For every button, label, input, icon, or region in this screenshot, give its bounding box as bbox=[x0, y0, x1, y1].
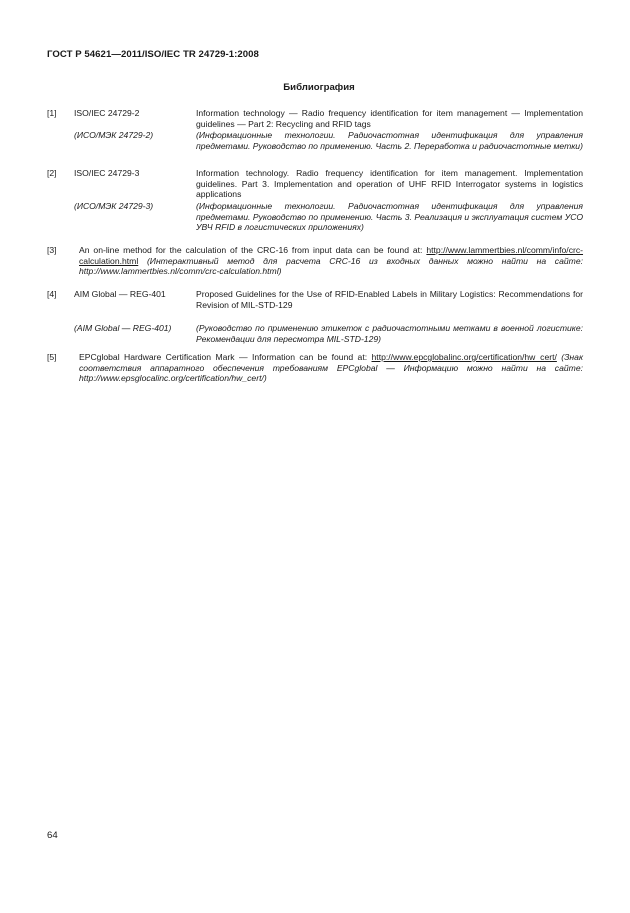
entry-description-ru: (Руководство по применению этикеток с радиочастотными метками в военной логистике: Рекомендации для пересмотра MIL-STD-129) bbox=[196, 323, 583, 344]
entry-text-ru: (Интерактивный метод для расчета CRC-16 из входных данных можно найти на сайте: http://www.lammertbies.nl/comm/crc-calculation.html) bbox=[79, 255, 583, 277]
entry-code-ru: (ИСО/МЭК 24729-2) bbox=[74, 130, 154, 140]
bibliography-entry-1 bbox=[47, 108, 583, 165]
entry-number: [1] bbox=[47, 108, 57, 118]
entry-description: Information technology — Radio frequency identification for item management — Implementation guidelines — Part 2: Recycling and RFID tags bbox=[196, 108, 583, 129]
document-header: ГОСТ Р 54621—2011/ISO/IEC TR 24729-1:2008 bbox=[47, 49, 259, 60]
entry-description-ru: (Информационные технологии. Радиочастотная идентификация для управления предметами. Руководство по применению. Часть 3. Реализация и эксплуатация систем УСО УВЧ RFID в логистических приложениях) bbox=[196, 201, 583, 233]
entry-number: [3] bbox=[47, 245, 57, 255]
entry-code-ru: (ИСО/МЭК 24729-3) bbox=[74, 201, 154, 211]
page-number: 64 bbox=[47, 830, 58, 841]
entry-number: [5] bbox=[47, 352, 57, 362]
entry-description: Proposed Guidelines for the Use of RFID-Enabled Labels in Military Logistics: Recommendations for Revision of MIL-STD-129 bbox=[196, 289, 583, 310]
entry-link[interactable]: http://www.lammertbies.nl/comm/info/crc-calculation.html bbox=[79, 245, 584, 266]
entry-code: ISO/IEC 24729-3 bbox=[74, 168, 140, 178]
entry-code: ISO/IEC 24729-2 bbox=[74, 108, 140, 118]
entry-code-ru: (AIM Global — REG-401) bbox=[74, 323, 172, 333]
entry-text bbox=[79, 352, 583, 384]
bibliography-entry-2 bbox=[47, 168, 583, 236]
entry-code: AIM Global — REG-401 bbox=[74, 289, 166, 299]
bibliography-entry-4 bbox=[47, 289, 583, 345]
entry-number: [4] bbox=[47, 289, 57, 299]
section-title: Библиография bbox=[283, 82, 355, 93]
entry-number: [2] bbox=[47, 168, 57, 178]
entry-text-en: An on-line method for the calculation of the CRC-16 from input data can be found at: bbox=[79, 245, 423, 255]
entry-link[interactable]: http://www.epcglobalinc.org/certification/hw_cert/ bbox=[371, 352, 557, 362]
entry-text-en: EPCglobal Hardware Certification Mark — Information can be found at: bbox=[79, 352, 368, 362]
entry-text-ru: (Знак соответствия аппаратного обеспечения требованиям EPCglobal — Информацию можно найти на сайте: http://www.epsglocalinc.org/certification/hw_cert/) bbox=[79, 352, 583, 384]
entry-description: Information technology. Radio frequency identification for item management. Implementation guidelines. Part 3. Implementation and operation of UHF RFID Interrogator systems in logistics applications bbox=[196, 168, 583, 200]
entry-description-ru: (Информационные технологии. Радиочастотная идентификация для управления предметами. Руководство по применению. Часть 2. Переработка и радиочастотные метки) bbox=[196, 130, 583, 151]
entry-text bbox=[79, 245, 583, 277]
